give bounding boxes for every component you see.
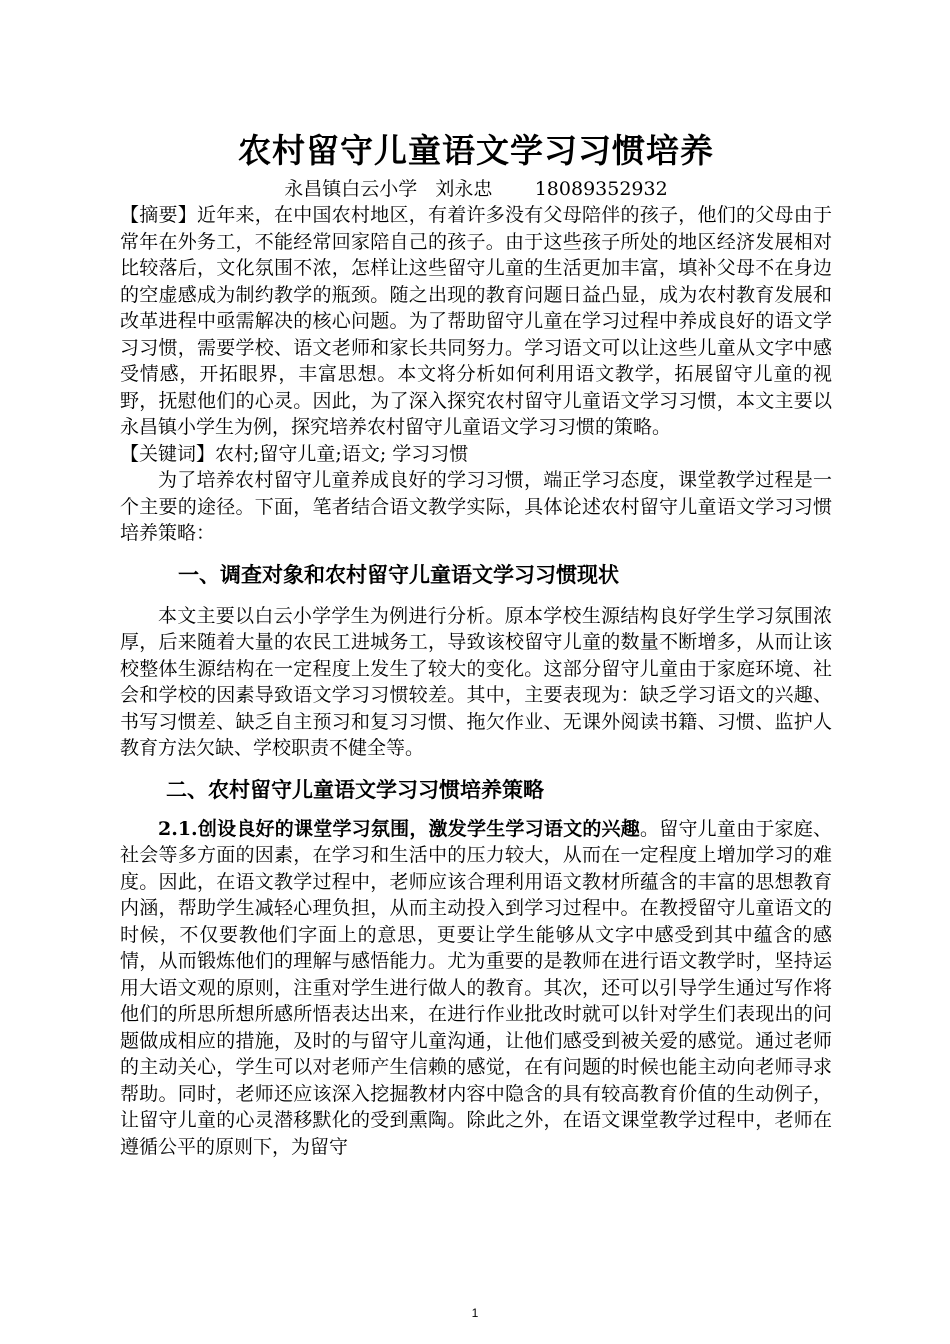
author-phone: 18089352932	[534, 178, 668, 200]
intro-paragraph: 为了培养农村留守儿童养成良好的学习习惯，端正学习态度，课堂教学过程是一个主要的途径。下面，笔者结合语文教学实际，具体论述农村留守儿童语文学习习惯培养策略：	[120, 469, 832, 544]
document-title: 农村留守儿童语文学习习惯培养	[238, 131, 714, 170]
subsection-title: 2.1.创设良好的课堂学习氛围，激发学生学习语文的兴趣	[158, 817, 640, 840]
document-page	[120, 128, 832, 1160]
section2-heading: 二、农村留守儿童语文学习习惯培养策略	[166, 777, 544, 802]
section2-text: 留守儿童由于家庭、社会等多方面的因素，在学习和生活中的压力较大，从而在一定程度上增加学习的难度。因此，在语文教学过程中，老师应该合理利用语文教材所蕴含的丰富的思想教育内涵，帮助学生减轻心理负担，从而主动投入到学习过程中。在教授留守儿童语文的时候，不仅要教他们字面上的意思，更要让学生能够从文字中感受到其中蕴含的感情，从而锻炼他们的理解与感悟能力。尤为重要的是教师在进行语文教学时，坚持运用大语文观的原则，注重对学生进行做人的教育。其次，还可以引导学生通过写作将他们的所思所想所感所悟表达出来，在进行作业批改时就可以针对学生们表现出的问题做成相应的措施，及时的与留守儿童沟通，让他们感受到被关爱的感觉。通过老师的主动关心，学生可以对老师产生信赖的感觉，在有问题的时候也能主动向老师寻求帮助。同时，老师还应该深入挖掘教材内容中隐含的具有较高教育价值的生动例子，让留守儿童的心灵潜移默化的受到熏陶。除此之外，在语文课堂教学过程中，老师在遵循公平的原则下，为留守	[120, 817, 832, 1158]
abstract-text: 近年来，在中国农村地区，有着许多没有父母陪伴的孩子，他们的父母由于常年在外务工，不能经常回家陪自己的孩子。由于这些孩子所处的地区经济发展相对比较落后，文化氛围不浓，怎样让这些留守儿童的生活更加丰富，填补父母不在身边的空虚感成为制约教学的瓶颈。随之出现的教育问题日益凸显，成为农村教育发展和改革进程中亟需解决的核心问题。为了帮助留守儿童在学习过程中养成良好的语文学习习惯，需要学校、语文老师和家长共同努力。学习语文可以让这些儿童从文字中感受情感，开拓眼界，丰富思想。本文将分析如何利用语文教学，拓展留守儿童的视野，抚慰他们的心灵。因此，为了深入探究农村留守儿童语文学习习惯，本文主要以永昌镇小学生为例，探究培养农村留守儿童语文学习习惯的策略。	[120, 204, 832, 438]
page-number: 1	[471, 1306, 479, 1320]
keywords-paragraph	[120, 441, 832, 468]
abstract-label: 【摘要】	[120, 204, 197, 226]
author-line	[120, 176, 832, 202]
author-school: 永昌镇白云小学	[284, 178, 418, 200]
author-name: 刘永忠	[435, 178, 493, 200]
section1-heading: 一、调查对象和农村留守儿童语文学习习惯现状	[178, 562, 619, 587]
section2-paragraph	[120, 816, 832, 1161]
subsection-title-end: 。	[639, 817, 660, 840]
abstract-paragraph	[120, 202, 832, 441]
section1-paragraph: 本文主要以白云小学学生为例进行分析。原本学校生源结构良好学生学习氛围浓厚，后来随着大量的农民工进城务工，导致该校留守儿童的数量不断增多，从而让该校整体生源结构在一定程度上发生了较大的变化。这部分留守儿童由于家庭环境、社会和学校的因素导致语文学习习惯较差。其中，主要表现为：缺乏学习语文的兴趣、书写习惯差、缺乏自主预习和复习习惯、拖欠作业、无课外阅读书籍、习惯、监护人教育方法欠缺、学校职责不健全等。	[120, 604, 832, 759]
keywords-text: 农村;留守儿童;语文; 学习习惯	[215, 442, 469, 465]
keywords-label: 【关键词】	[120, 442, 216, 465]
